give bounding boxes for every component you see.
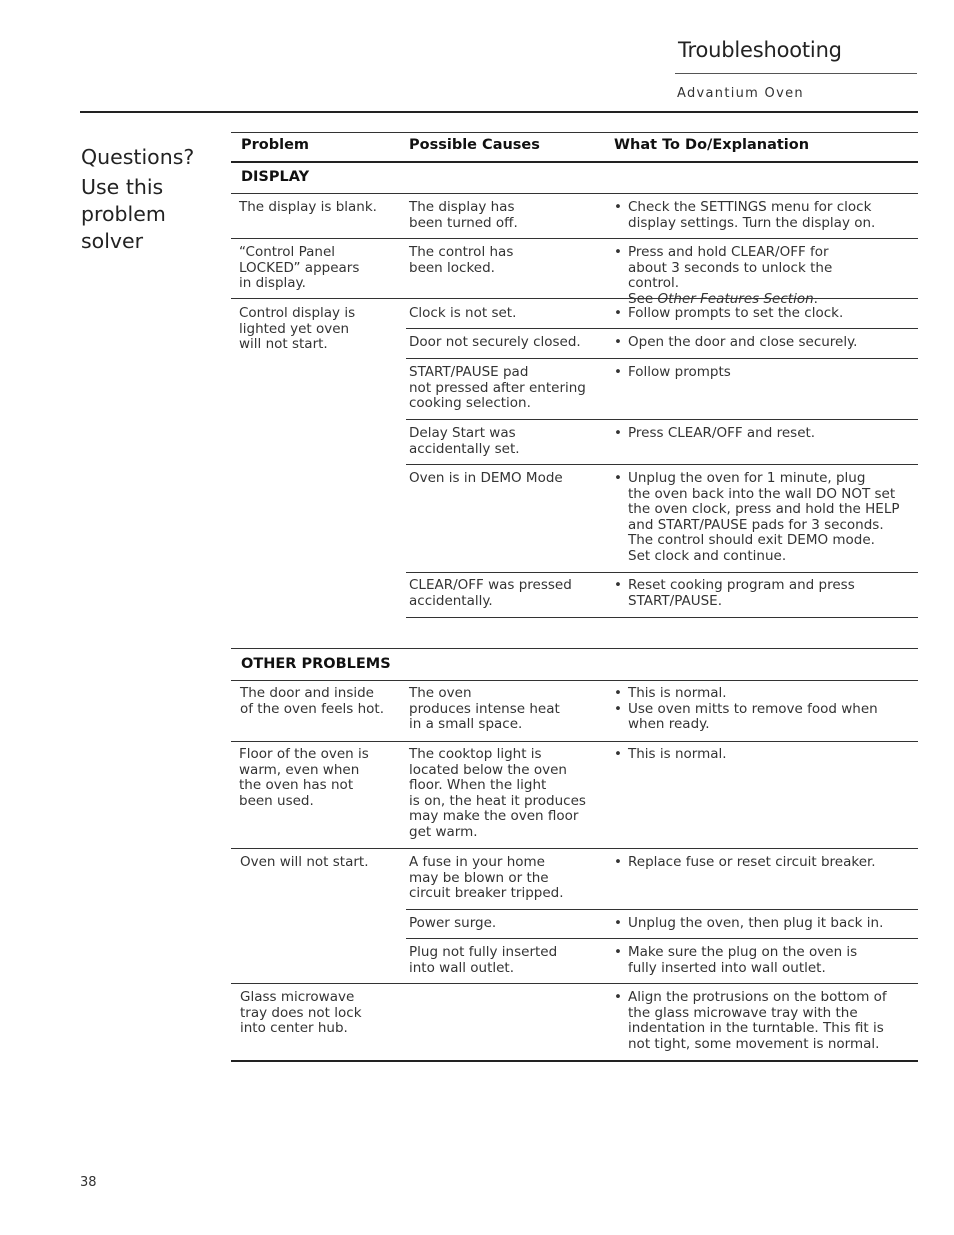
section-heading-display: DISPLAY xyxy=(241,169,310,185)
problem-display-blank: The display is blank. xyxy=(239,199,377,215)
section-reference: Other Features Section xyxy=(657,290,814,307)
page-section-title: Troubleshooting xyxy=(678,38,842,62)
problem-oven-will-not-start: Oven will not start. xyxy=(240,854,369,870)
cause-door-not-closed: Door not securely closed. xyxy=(409,334,581,350)
sub-row-rule xyxy=(406,909,918,910)
section-top-rule xyxy=(231,648,918,649)
row-rule xyxy=(231,238,918,239)
cause-clock-not-set: Clock is not set. xyxy=(409,305,517,321)
column-header-problem: Problem xyxy=(241,137,310,153)
sidebar-heading xyxy=(81,144,211,255)
problem-door-feels-hot: The door and inside of the oven feels hot. xyxy=(240,685,384,717)
column-header-what-to-do: What To Do/Explanation xyxy=(614,137,810,153)
solution-list xyxy=(614,747,914,763)
solution-item: • This is normal. xyxy=(614,747,914,763)
solution-item: • Reset cooking program and press START/PAUSE. xyxy=(614,578,914,609)
solution-list xyxy=(614,200,914,231)
solution-list xyxy=(614,855,914,871)
cause-fuse-blown: A fuse in your home may be blown or the circuit breaker tripped. xyxy=(409,854,564,902)
sub-row-rule xyxy=(406,617,918,618)
product-name: Advantium Oven xyxy=(677,86,804,101)
sub-row-rule xyxy=(406,419,918,420)
cause-plug-not-inserted: Plug not fully inserted into wall outlet. xyxy=(409,944,558,976)
sub-row-rule xyxy=(406,464,918,465)
row-rule xyxy=(231,983,918,984)
problem-will-not-start: Control display is lighted yet oven will not start. xyxy=(239,305,356,353)
solution-list xyxy=(614,335,914,351)
solution-item: • Press CLEAR/OFF and reset. xyxy=(614,426,914,442)
solution-item: • Align the protrusions on the bottom of the glass microwave tray with the indentation in the turntable. This fit is not tight, some movement is normal. xyxy=(614,990,914,1052)
header-rule xyxy=(231,161,918,163)
section-heading-other-problems: OTHER PROBLEMS xyxy=(241,656,391,672)
solution-list xyxy=(614,426,914,442)
sidebar-instruction: Use this problem solver xyxy=(81,175,166,253)
solution-text: Press and hold CLEAR/OFF for about 3 seconds to unlock the control. xyxy=(628,244,833,292)
cause-demo-mode: Oven is in DEMO Mode xyxy=(409,470,563,486)
cause-power-surge: Power surge. xyxy=(409,915,497,931)
solution-list xyxy=(614,686,879,733)
row-rule xyxy=(231,741,918,742)
table-bottom-rule xyxy=(231,1060,918,1062)
solution-list xyxy=(614,471,914,565)
problem-floor-warm: Floor of the oven is warm, even when the oven has not been used. xyxy=(239,746,369,809)
sub-row-rule xyxy=(406,328,918,329)
solution-item: • Use oven mitts to remove food when when ready. xyxy=(614,702,879,733)
solution-item: • This is normal. xyxy=(614,686,879,702)
section-rule xyxy=(231,680,918,681)
page-divider xyxy=(80,111,918,113)
cause-delay-start: Delay Start was accidentally set. xyxy=(409,425,520,457)
page-number: 38 xyxy=(80,1175,97,1190)
cause-cooktop-light: The cooktop light is located below the oven floor. When the light is on, the heat it produces may make the oven floor get warm. xyxy=(409,746,586,840)
sub-row-rule xyxy=(406,358,918,359)
cause-intense-heat: The oven produces intense heat in a small space. xyxy=(409,685,560,733)
solution-list xyxy=(614,990,914,1052)
solution-list xyxy=(614,945,914,976)
sub-row-rule xyxy=(406,938,918,939)
section-rule xyxy=(231,193,918,194)
sentence-end: . xyxy=(813,290,818,307)
table-top-rule xyxy=(231,132,918,133)
solution-item: • Open the door and close securely. xyxy=(614,335,914,351)
header-divider xyxy=(675,73,917,74)
problem-control-locked: “Control Panel LOCKED” appears in display. xyxy=(239,244,360,292)
solution-item: • Make sure the plug on the oven is fully inserted into wall outlet. xyxy=(614,945,914,976)
solution-item: • Follow prompts to set the clock. xyxy=(614,306,914,322)
cause-clear-off-pressed: CLEAR/OFF was pressed accidentally. xyxy=(409,577,572,609)
cause-control-locked: The control has been locked. xyxy=(409,244,514,276)
problem-tray-not-locking: Glass microwave tray does not lock into center hub. xyxy=(240,989,362,1037)
solution-list xyxy=(614,916,914,932)
solution-item: • Replace fuse or reset circuit breaker. xyxy=(614,855,914,871)
solution-list xyxy=(614,578,914,609)
solution-item: • Unplug the oven, then plug it back in. xyxy=(614,916,914,932)
row-rule xyxy=(231,848,918,849)
sub-row-rule xyxy=(406,572,918,573)
cause-start-not-pressed: START/PAUSE pad not pressed after entering cooking selection. xyxy=(409,364,586,412)
see-label: See xyxy=(628,290,658,307)
solution-list xyxy=(614,306,914,322)
solution-item: • Unplug the oven for 1 minute, plug the oven back into the wall DO NOT set the oven clock, press and hold the HELP and START/PAUSE pads for 3 seconds. The control should exit DEMO mode. Set clock and continue. xyxy=(614,471,914,565)
solution-item: • Follow prompts xyxy=(614,365,914,381)
cause-display-off: The display has been turned off. xyxy=(409,199,518,231)
solution-item: • Check the SETTINGS menu for clock display settings. Turn the display on. xyxy=(614,200,914,231)
row-rule xyxy=(231,298,918,299)
column-header-causes: Possible Causes xyxy=(409,137,540,153)
sidebar-question: Questions? xyxy=(81,145,195,169)
solution-list xyxy=(614,365,914,381)
